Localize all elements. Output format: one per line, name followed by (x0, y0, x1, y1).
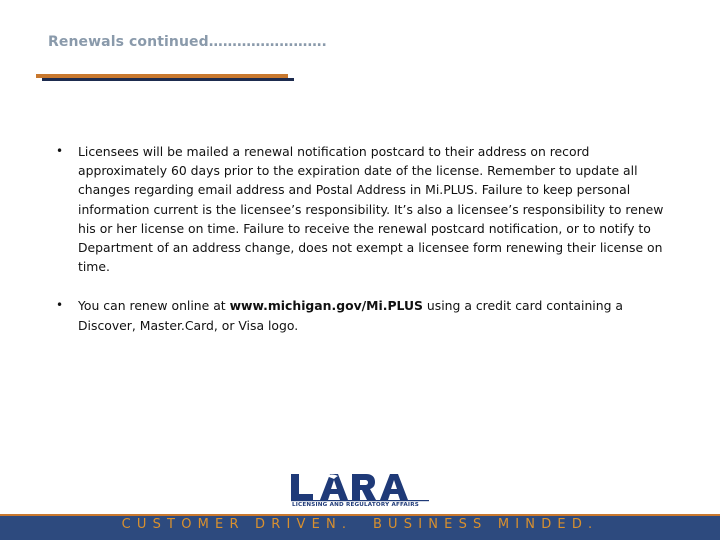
lara-logo (288, 470, 434, 514)
footer-accent-line (0, 514, 720, 516)
logo-subtitle: LICENSING AND REGULATORY AFFAIRS (292, 502, 419, 508)
bullet-item (56, 296, 676, 334)
bullet-marker: • (56, 298, 64, 313)
bullet-list (56, 142, 676, 335)
lara-logo-mark (288, 470, 434, 502)
renewal-url: www.michigan.gov/Mi.PLUS (229, 298, 423, 314)
bullet-text-part: You can renew online at (78, 298, 230, 314)
title-underline (36, 74, 296, 84)
bullet-text-part: Licensees will be mailed a renewal notification postcard to their address on record approximately 60 days prior to the expiration date of the license. Remember to update all changes regarding email address and Postal Address in Mi.PLUS. Failure to keep personal information current is the licensee’s responsibility. It’s also a licensee’s responsibility to renew his or her license on time. Failure to receive the renewal postcard notification, or to notify to Department of an address change, does not exempt a licensee form renewing their license on time. (78, 144, 664, 275)
bullet-text (78, 298, 623, 332)
slide-title: Renewals continued……………………. (48, 34, 327, 50)
bullet-text-part: using a credit card containing a Discover, Master.Card, or Visa logo. (78, 298, 623, 333)
bullet-item (56, 142, 676, 276)
tagline-right: BUSINESS MINDED. (372, 517, 599, 532)
tagline-left: CUSTOMER DRIVEN. (121, 517, 353, 532)
bullet-marker: • (56, 144, 64, 158)
footer-tagline (0, 517, 720, 532)
underline-navy (42, 78, 294, 81)
bullet-text (78, 144, 663, 274)
